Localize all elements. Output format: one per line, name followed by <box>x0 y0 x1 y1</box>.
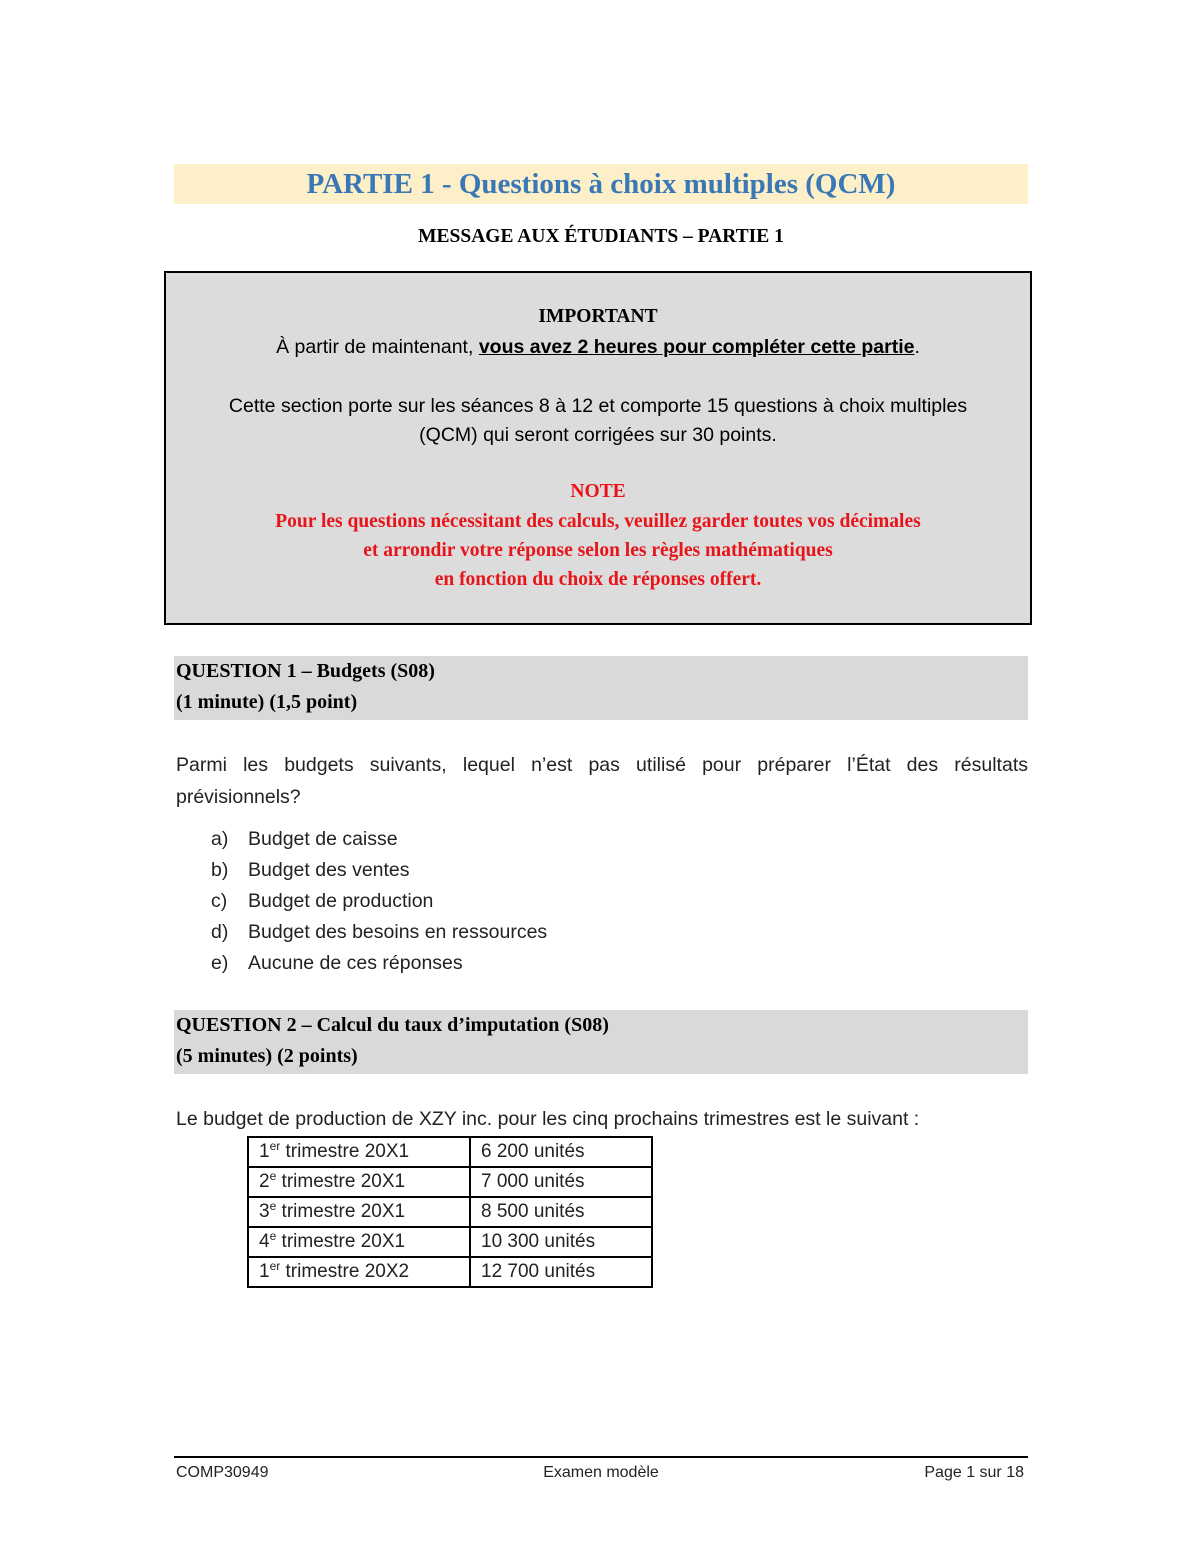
period-cell: 3e trimestre 20X1 <box>248 1197 470 1227</box>
table-row <box>248 1257 652 1287</box>
option-letter: e) <box>211 952 229 974</box>
option-letter: b) <box>211 859 229 881</box>
important-heading: IMPORTANT <box>538 306 658 327</box>
note-heading: NOTE <box>570 481 626 502</box>
footer-page-number: Page 1 sur 18 <box>924 1464 1024 1481</box>
time-limit-line <box>164 336 1032 359</box>
footer-course-code: COMP30949 <box>176 1464 269 1481</box>
units-cell: 8 500 unités <box>470 1197 652 1227</box>
table-row <box>248 1197 652 1227</box>
note-line-3: en fonction du choix de réponses offert. <box>434 569 762 590</box>
units-cell: 12 700 unités <box>470 1257 652 1287</box>
option-text: Budget des besoins en ressources <box>248 921 548 943</box>
question1-prompt-line-2: prévisionnels? <box>176 786 301 808</box>
question1-title: QUESTION 1 – Budgets (S08) <box>176 660 435 682</box>
message-title: MESSAGE AUX ÉTUDIANTS – PARTIE 1 <box>418 226 784 247</box>
table-row <box>248 1227 652 1257</box>
time-limit-suffix: . <box>914 336 920 358</box>
question2-title: QUESTION 2 – Calcul du taux d’imputation (S08) <box>176 1014 609 1036</box>
option-letter: a) <box>211 828 229 850</box>
time-limit-emphasis: vous avez 2 heures pour compléter cette partie <box>478 336 915 358</box>
question1-prompt-line-1: Parmi les budgets suivants, lequel n’est pas utilisé pour préparer l’État des résultats <box>176 754 1028 776</box>
option-letter: c) <box>211 890 228 912</box>
units-cell: 10 300 unités <box>470 1227 652 1257</box>
option-text: Budget de caisse <box>248 828 398 850</box>
part-title: PARTIE 1 - Questions à choix multiples (QCM) <box>306 168 896 200</box>
production-budget-table <box>247 1136 653 1288</box>
option-letter: d) <box>211 921 229 943</box>
period-cell: 1er trimestre 20X1 <box>248 1137 470 1167</box>
units-cell: 6 200 unités <box>470 1137 652 1167</box>
period-cell: 2e trimestre 20X1 <box>248 1167 470 1197</box>
time-limit-prefix: À partir de maintenant, <box>276 336 479 358</box>
note-line-1: Pour les questions nécessitant des calculs, veuillez garder toutes vos décimales <box>275 511 921 532</box>
option-text: Budget des ventes <box>248 859 410 881</box>
period-cell: 1er trimestre 20X2 <box>248 1257 470 1287</box>
table-row <box>248 1137 652 1167</box>
table-row <box>248 1167 652 1197</box>
section-info-line-1: Cette section porte sur les séances 8 à 12 et comporte 15 questions à choix multiples <box>228 395 968 417</box>
units-cell: 7 000 unités <box>470 1167 652 1197</box>
option-text: Budget de production <box>248 890 434 912</box>
note-line-2: et arrondir votre réponse selon les règles mathématiques <box>363 540 833 561</box>
footer-doc-title: Examen modèle <box>543 1464 659 1481</box>
question1-meta: (1 minute) (1,5 point) <box>176 691 358 713</box>
footer-rule <box>174 1456 1028 1458</box>
question2-intro: Le budget de production de XZY inc. pour les cinq prochains trimestres est le suivant : <box>176 1108 920 1130</box>
period-cell: 4e trimestre 20X1 <box>248 1227 470 1257</box>
section-info-line-2: (QCM) qui seront corrigées sur 30 points. <box>419 424 777 446</box>
option-text: Aucune de ces réponses <box>248 952 463 974</box>
question2-meta: (5 minutes) (2 points) <box>176 1045 358 1067</box>
